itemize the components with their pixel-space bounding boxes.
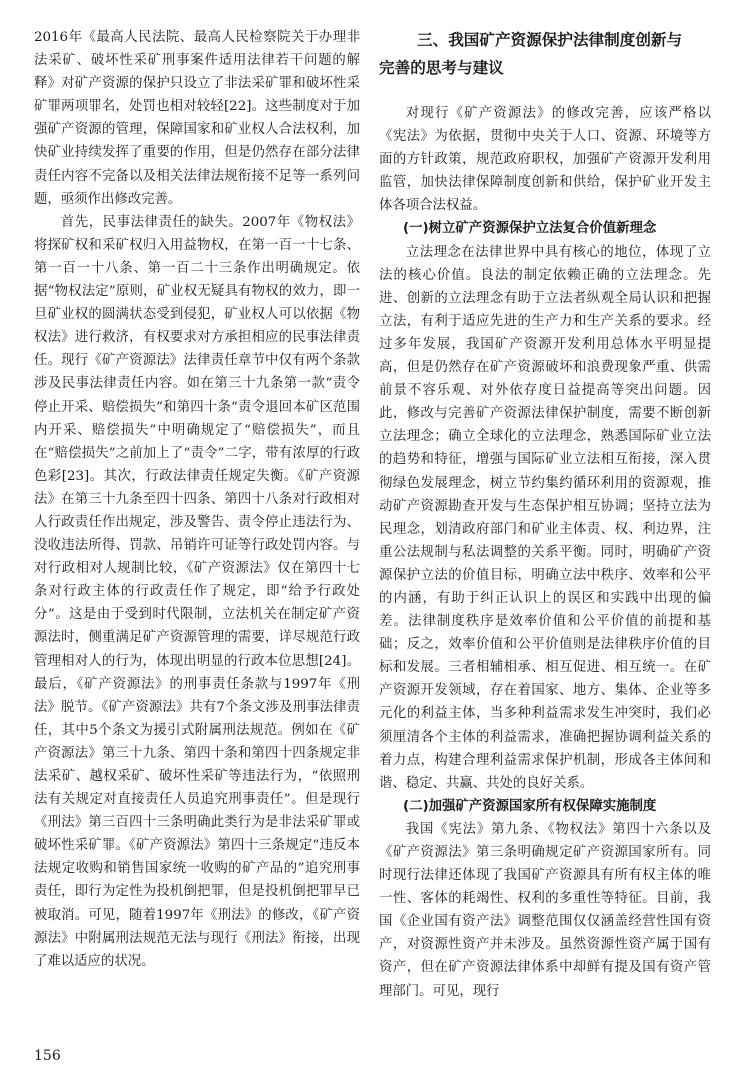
left-paragraph-1: 2016年《最高人民法院、最高人民检察院关于办理非法采矿、破坏性采矿刑事案件适用法律若干问题的解释》对矿产资源的保护只设立了非法采矿罪和破坏性采矿罪两项罪名，处罚也相对较轻[22]。这些制度对于加强矿产资源的管理，保障国家和矿业权人合法权利，加快矿业持续发挥了重要的作用，但是仍然存在部分法律责任内容不完备以及相关法律法规衔接不足等一系列问题，亟须作出修改完善。 [34, 30, 360, 207]
section-title [379, 26, 711, 82]
right-column [379, 26, 711, 1003]
left-paragraph-2: 首先，民事法律责任的缺失。2007年《物权法》将探矿权和采矿权归入用益物权，在第一百一十七条、第一百一十八条、第一百二十三条作出明确规定。依据“物权法定”原则，矿业权无疑具有物权的效力，即一旦矿业权的圆满状态受到侵犯，矿业权人可以依据《物权法》进行救济，有权要求对方承担相应的民事法律责任。现行《矿产资源法》法律责任章节中仅有两个条款涉及民事法律责任内容。如在第三十九条第一款“责令停止开采、赔偿损失”和第四十条“责令退回本矿区范围内开采、赔偿损失”中明确规定了“赔偿损失”，而且在“赔偿损失”之前加上了“责令”二字，带有浓厚的行政色彩[23]。其次，行政法律责任规定失衡。《矿产资源法》在第三十九条至四十四条、第四十八条对行政相对人行政责任作出规定，涉及警告、责令停止违法行为、没收违法所得、罚款、吊销许可证等行政处罚内容。与对行政相对人规制比较，《矿产资源法》仅在第四十七条对行政主体的行政责任作了规定，即“给予行政处分”。这是由于受到时代限制，立法机关在制定矿产资源法时，侧重满足矿产资源管理的需要，详尽规范行政管理相对人的行为，体现出明显的行政本位思想[24]。最后，《矿产资源法》的刑事责任条款与1997年《刑法》脱节。《矿产资源法》共有7个条文涉及刑事法律责任，其中5个条文为援引式附属刑法规范。例如在《矿产资源法》第三十九条、第四十条和第四十四条规定非法采矿、越权采矿、破坏性采矿等违法行为，“依照刑法有关规定对直接责任人员追究刑事责任”。但是现行《刑法》第三百四十三条明确此类行为是非法采矿罪或破坏性采矿罪。《矿产资源法》第四十三条规定“违反本法规定收购和销售国家统一收购的矿产品的”追究刑事责任，即行为定性为投机倒把罪，但是投机倒把罪早已被取消。可见，随着1997年《刑法》的修改，《矿产资源法》中附属刑法规范无法与现行《刑法》衔接，出现了难以适应的状况。 [34, 214, 360, 969]
section-title-line-1: 三、我国矿产资源保护法律制度创新与 [417, 31, 683, 49]
section-intro-paragraph: 对现行《矿产资源法》的修改完善，应该严格以《宪法》为依据，贯彻中央关于人口、资源、环境等方面的方针政策，规范政府职权，加强矿产资源开发利用监管，加快法律保障制度创新和供给，保护矿业开发主体各项合法权益。 [379, 106, 711, 214]
subsection-2-title: (二)加强矿产资源国家所有权保障实施制度 [403, 798, 657, 814]
subsection-1-title: (一)树立矿产资源保护立法复合价值新理念 [403, 221, 657, 237]
subsection-1-paragraph: 立法理念在法律世界中具有核心的地位，体现了立法的核心价值。良法的制定依赖正确的立法理念。先进、创新的立法理念有助于立法者纵观全局认识和把握立法，有利于适应先进的生产力和生产关系的要求。经过多年发展，我国矿产资源开发利用总体水平明显提高，但是仍然存在矿产资源破坏和浪费现象严重、供需前景不容乐观、对外依存度日益提高等突出问题。因此，修改与完善矿产资源法律保护制度，需要不断创新立法理念；确立全球化的立法理念，熟悉国际矿业立法的趋势和特征，增强与国际矿业立法相互衔接，深入贯彻绿色发展理念，树立节约集约循环利用的资源观，推动矿产资源勘查开发与生态保护相互协调；坚持立法为民理念，划清政府部门和矿业主体责、权、利边界，注重公法规制与私法调整的关系平衡。同时，明确矿产资源保护立法的价值目标，明确立法中秩序、效率和公平的内涵，有助于纠正认识上的误区和实践中出现的偏差。法律制度秩序是效率价值和公平价值的前提和基础；反之，效率价值和公平价值则是法律秩序价值的目标和发展。三者相辅相承、相互促进、相互统一。在矿产资源开发领域，存在着国家、地方、集体、企业等多元化的利益主体，当多种利益需求发生冲突时，我们必须厘清各个主体的利益需求，准确把握协调利益关系的着力点，构建合理利益需求保护机制，形成各主体间和谐、稳定、共赢、共处的良好关系。 [379, 244, 711, 791]
subsection-2-paragraph: 我国《宪法》第九条、《物权法》第四十六条以及《矿产资源法》第三条明确规定矿产资源国家所有。同时现行法律还体现了我国矿产资源具有所有权主体的唯一性、客体的耗竭性、权利的多重性等特征。目前，我国《企业国有资产法》调整范围仅仅涵盖经营性国有资产，对资源性资产并未涉及。虽然资源性资产属于国有资产，但在矿产资源法律体系中却鲜有提及国有资产管理部门。可见，现行 [379, 821, 711, 999]
page-number: 156 [34, 1048, 61, 1064]
left-column [34, 26, 360, 973]
section-title-line-2: 完善的思考与建议 [379, 59, 504, 77]
